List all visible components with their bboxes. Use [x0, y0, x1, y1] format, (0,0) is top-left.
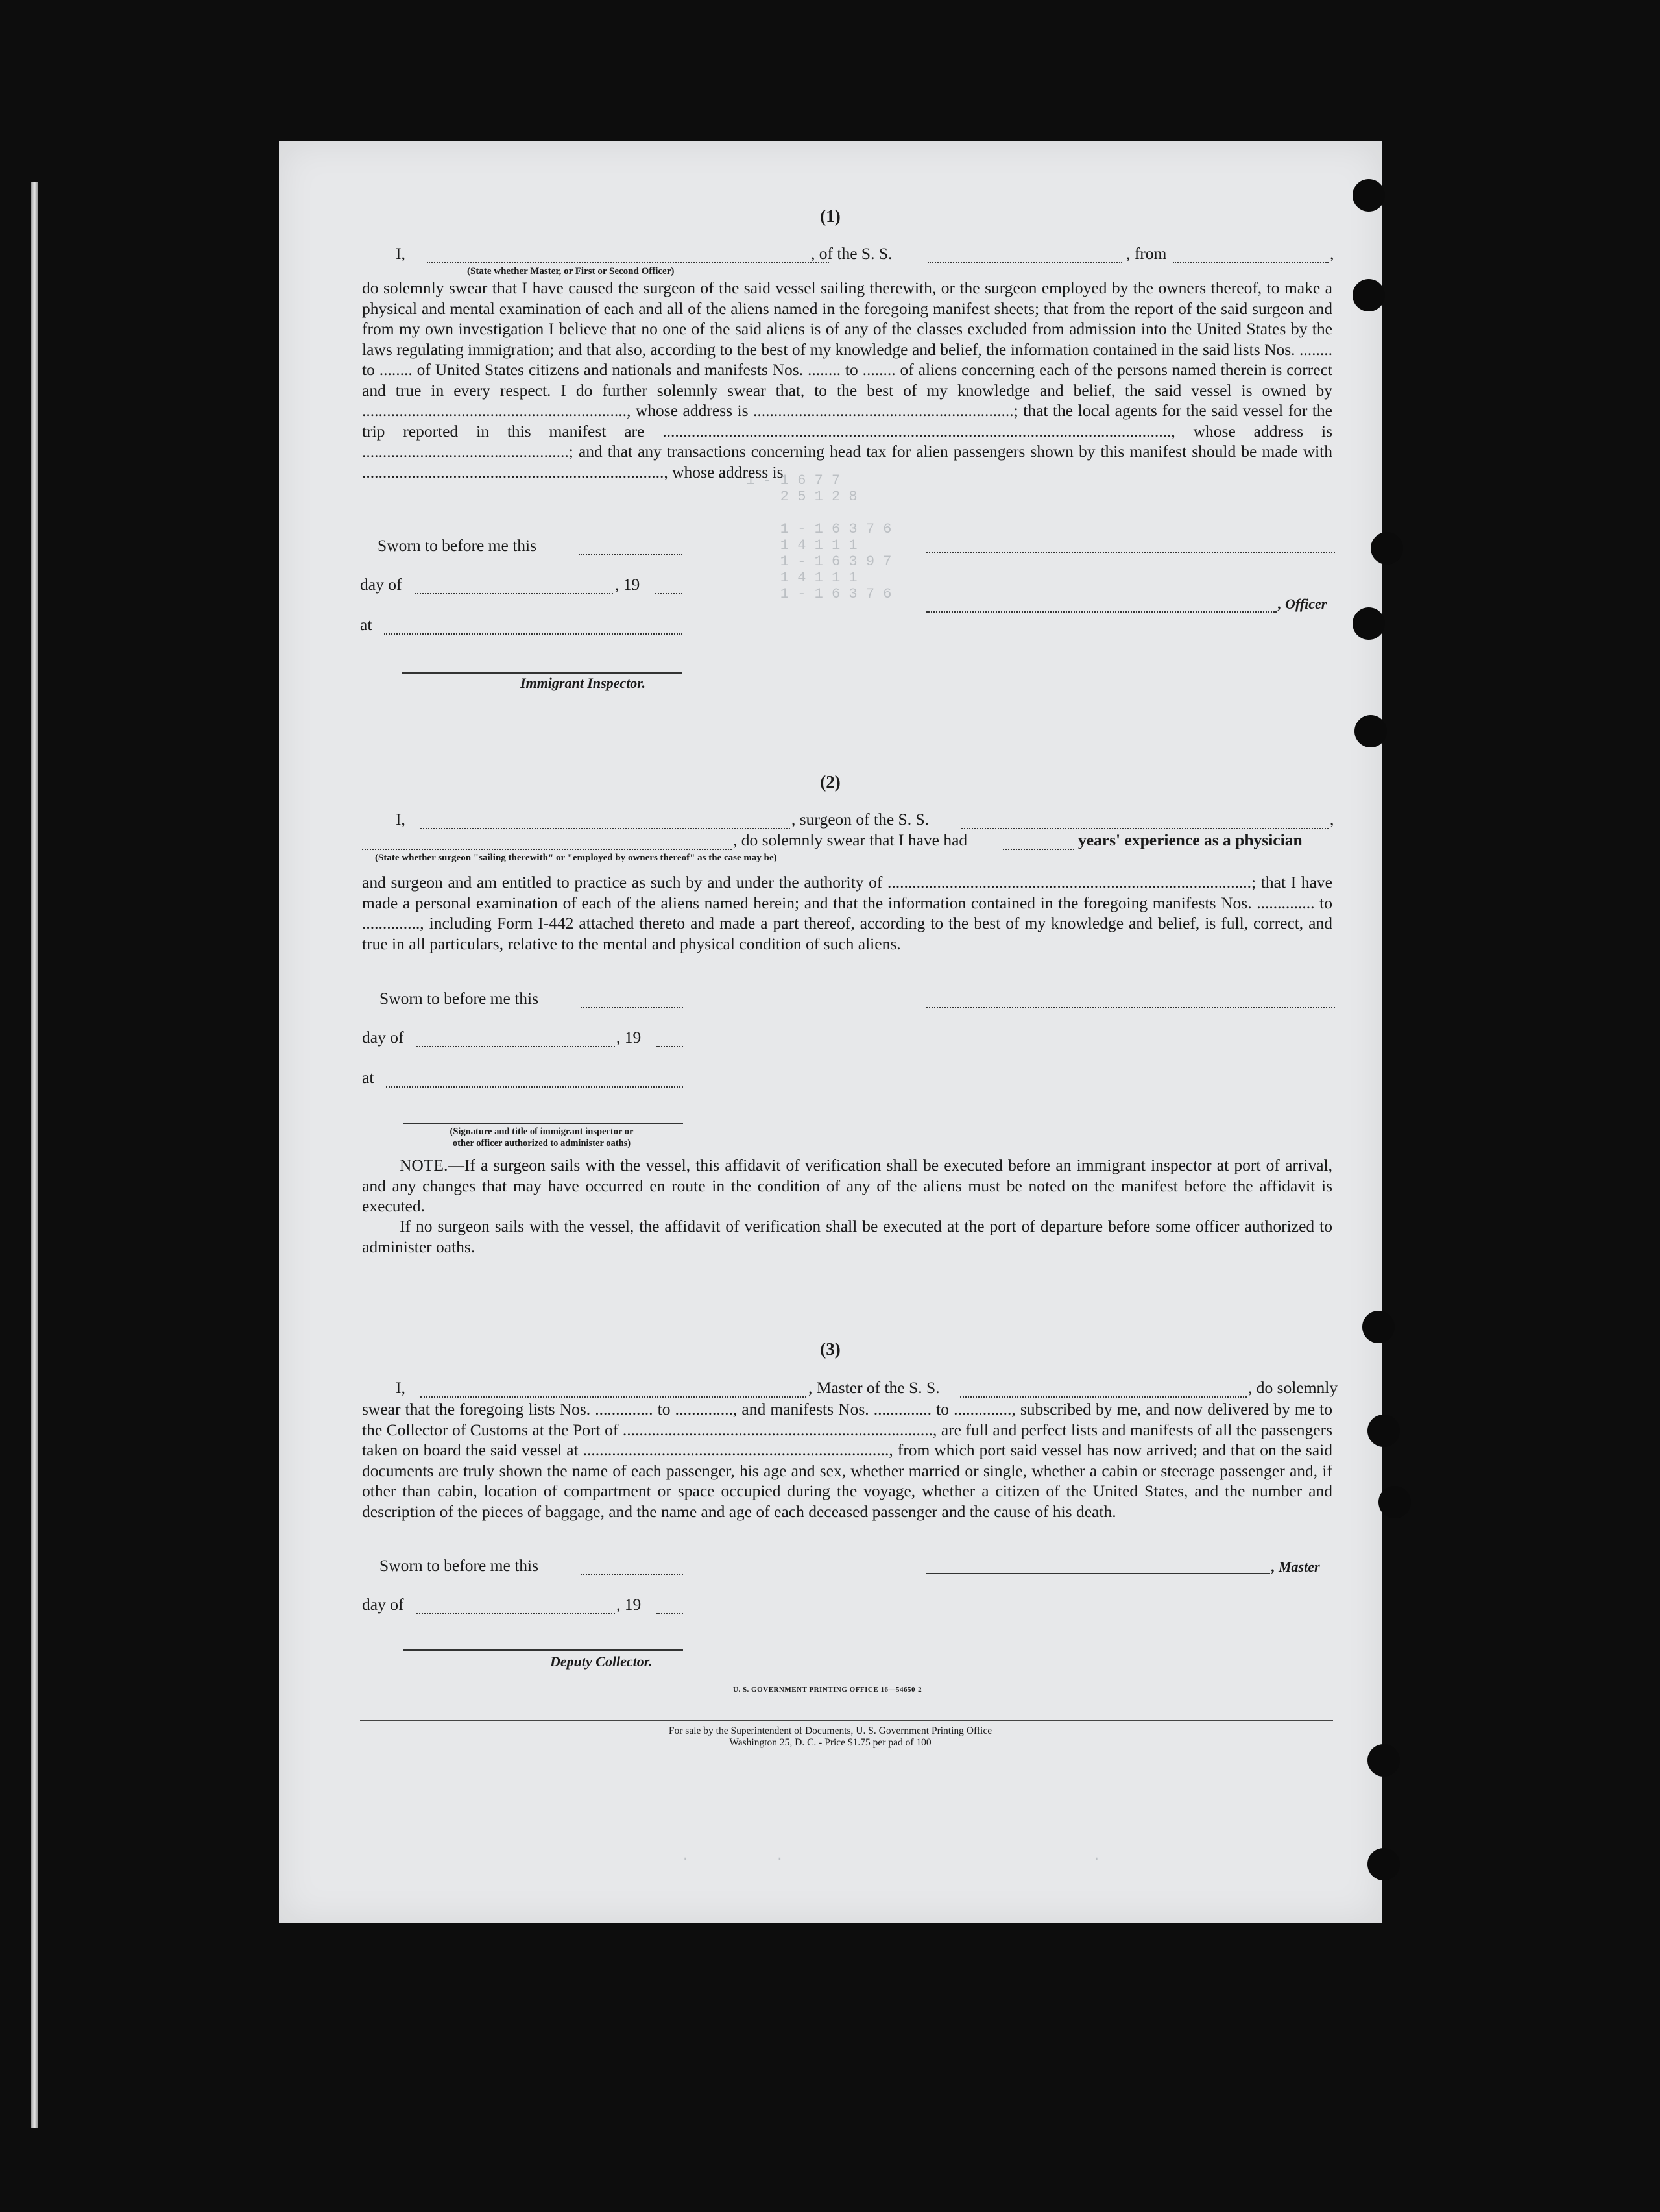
line-end-comma-2: , — [1330, 810, 1334, 829]
punch-hole — [1371, 532, 1403, 565]
vessel-name-blank[interactable] — [928, 262, 1122, 263]
master-vessel-blank[interactable] — [960, 1396, 1247, 1398]
year-label-2: , 19 — [616, 1028, 642, 1047]
officer-rank-caption: (State whether Master, or First or Second Officer) — [467, 266, 675, 276]
section-2-oath-paragraph: and surgeon and am entitled to practice as such by and under the authority of ........................................................................................; that I have made a personal examination of each of the aliens named herein; and that the information contained in the foregoing manifests Nos. .............. to .............., including Form I-442 attached thereto and made a part thereof, according to the best of my knowledge and belief, is full, correct, and true in all particulars, relative to the mental and physical condition of such aliens. — [362, 873, 1332, 953]
punch-hole — [1353, 279, 1385, 311]
year-label-3: , 19 — [616, 1595, 642, 1614]
at-label-2: at — [362, 1068, 374, 1087]
year-blank-3[interactable] — [656, 1613, 683, 1614]
surgeon-status-blank[interactable] — [362, 849, 732, 850]
section-3-oath-paragraph: swear that the foregoing lists Nos. .............. to .............., and manifests Nos. .............. to .............., subscribed by me, and now delivered by me to the Collector of Customs at the Port of ..........................................................................., are full and perfect lists and manifests of all the passengers taken on board the said vessel at .........................................................................., from which port said vessel has now arrived; and that on the said documents are truly shown the name of each passenger, his age and sex, whether married or single, whether a cabin or steerage passenger and, if other than cabin, location of compartment or space occupied during the voyage, whether a citizen of the United States, and the number and description of the pieces of baggage, and the name and age of each deceased passenger and the cause of his death. — [362, 1400, 1332, 1521]
deputy-signature-line[interactable] — [403, 1649, 683, 1651]
years-experience-text: years' experience as a physician — [1078, 831, 1303, 849]
month-blank-1[interactable] — [415, 593, 613, 594]
master-signature-line[interactable] — [926, 1573, 1270, 1574]
bleed-through-bottom: . . . — [681, 1848, 1101, 1864]
section-1-number: (1) — [820, 206, 841, 226]
note-surgeon-sails: NOTE.—If a surgeon sails with the vessel, this affidavit of verification shall be executed before an immigrant inspector at port of arrival, and any changes that may have occurred en route in the condition of any of the aliens must be noted on the manifest before the affidavit is executed. — [362, 1156, 1332, 1215]
punch-hole — [1367, 1848, 1400, 1880]
master-label: , Master — [1271, 1559, 1320, 1575]
printing-office-imprint: U. S. GOVERNMENT PRINTING OFFICE 16—54650-2 — [733, 1686, 922, 1694]
section-1-oath-paragraph: do solemnly swear that I have caused the surgeon of the said vessel sailing therewith, or the surgeon employed by the owners thereof, to make a physical and mental examination of each and all of the aliens named in the foregoing manifest sheets; that from the report of the said surgeon and from my own investigation I believe that no one of the said aliens is of any of the classes excluded from admission into the United States by the laws regulating immigration; and that also, according to the best of my knowledge and belief, the information contained in the said lists Nos. ........ to ........ of United States citizens and nationals and manifests Nos. ........ to ........ of aliens concerning each of the persons named therein is correct and true in every respect. I do further solemnly swear that, to the best of my knowledge and belief, the said vessel is owned by ................................................................, whose address is ...............................................................; that the local agents for the said vessel for the trip reported in this manifest are ..........................................................................................................................., whose address is ..................................................; and that any transactions concerning head tax for alien passengers shown by this manifest should be made with ........................................................................., whose address is — [362, 278, 1332, 481]
surgeon-signature-blank[interactable] — [926, 1007, 1335, 1008]
officer-signature-blank[interactable] — [926, 552, 1335, 553]
year-blank-1[interactable] — [655, 593, 682, 594]
note-no-surgeon: If no surgeon sails with the vessel, the affidavit of verification shall be executed at the port of departure before some officer authorized to administer oaths. — [362, 1217, 1332, 1256]
inspector-signature-line-2[interactable] — [403, 1123, 683, 1124]
text-i-2: I, — [396, 810, 405, 829]
immigrant-inspector-label: Immigrant Inspector. — [520, 675, 646, 691]
month-blank-2[interactable] — [416, 1046, 615, 1047]
section-2-number: (2) — [820, 772, 841, 792]
sale-line-1: For sale by the Superintendent of Documents, U. S. Government Printing Office — [668, 1725, 992, 1736]
affidavit-form-page — [279, 141, 1382, 1923]
year-blank-2[interactable] — [656, 1046, 683, 1047]
punch-hole — [1367, 1744, 1400, 1777]
officer-label: , Officer — [1278, 596, 1327, 612]
sale-line-2: Washington 25, D. C. - Price $1.75 per pad of 100 — [729, 1737, 932, 1748]
day-of-label-3: day of — [362, 1595, 404, 1614]
at-label-1: at — [360, 615, 372, 634]
footer-rule — [360, 1720, 1333, 1721]
punch-hole — [1353, 179, 1385, 212]
text-i-3: I, — [396, 1378, 405, 1397]
sworn-label-1: Sworn to before me this — [378, 536, 537, 555]
solemnly-swear-label: , do solemnly swear that I have had — [733, 831, 968, 849]
text-i: I, — [396, 244, 405, 263]
officer-rank-blank[interactable] — [427, 262, 829, 263]
sworn-label-3: Sworn to before me this — [379, 1556, 539, 1575]
surgeon-status-caption: (State whether surgeon "sailing therewith" or "employed by owners thereof" as the case may be) — [375, 853, 777, 863]
years-experience-label — [1078, 831, 1303, 850]
bleed-through-text: 1 - 1 6 7 7 2 5 1 2 8 1 - 1 6 3 7 6 1 4 1 1 1 1 - 1 6 3 9 7 1 4 1 1 1 1 - 1 6 3 7 6 — [746, 472, 892, 602]
of-ss-label: , of the S. S. — [811, 244, 893, 263]
years-experience-blank[interactable] — [1003, 849, 1074, 850]
from-port-blank[interactable] — [1173, 262, 1329, 263]
deputy-collector-label: Deputy Collector. — [550, 1653, 653, 1670]
do-solemnly-label: , do solemnly — [1248, 1378, 1338, 1397]
day-of-label-2: day of — [362, 1028, 404, 1047]
at-place-blank-1[interactable] — [384, 633, 682, 635]
officer-title-blank[interactable] — [926, 611, 1277, 613]
sworn-date-blank-1[interactable] — [579, 554, 682, 555]
surgeon-of-label: , surgeon of the S. S. — [791, 810, 930, 829]
from-label: , from — [1126, 244, 1167, 263]
master-of-label: , Master of the S. S. — [808, 1378, 940, 1397]
punch-hole — [1353, 607, 1385, 640]
sworn-date-blank-2[interactable] — [581, 1007, 683, 1008]
signature-caption-2a: (Signature and title of immigrant inspector or — [450, 1126, 634, 1137]
surgeon-name-blank[interactable] — [420, 828, 790, 829]
day-of-label-1: day of — [360, 575, 402, 594]
film-edge-strip — [31, 182, 38, 2128]
master-name-blank[interactable] — [420, 1396, 806, 1398]
punch-hole — [1378, 1486, 1411, 1518]
year-label-1: , 19 — [615, 575, 640, 594]
signature-caption-2b: other officer authorized to administer oaths) — [452, 1138, 631, 1149]
punch-hole — [1354, 715, 1387, 747]
section-1-first-line — [396, 244, 405, 263]
month-blank-3[interactable] — [416, 1613, 615, 1614]
line-end-comma: , — [1330, 244, 1334, 263]
surgeon-vessel-blank[interactable] — [961, 828, 1329, 829]
at-place-blank-2[interactable] — [386, 1086, 683, 1088]
punch-hole — [1367, 1415, 1400, 1447]
inspector-signature-line-1[interactable] — [402, 672, 682, 674]
sworn-label-2: Sworn to before me this — [379, 989, 539, 1008]
sworn-date-blank-3[interactable] — [581, 1574, 683, 1575]
section-3-number: (3) — [820, 1339, 841, 1359]
punch-hole — [1362, 1311, 1395, 1343]
